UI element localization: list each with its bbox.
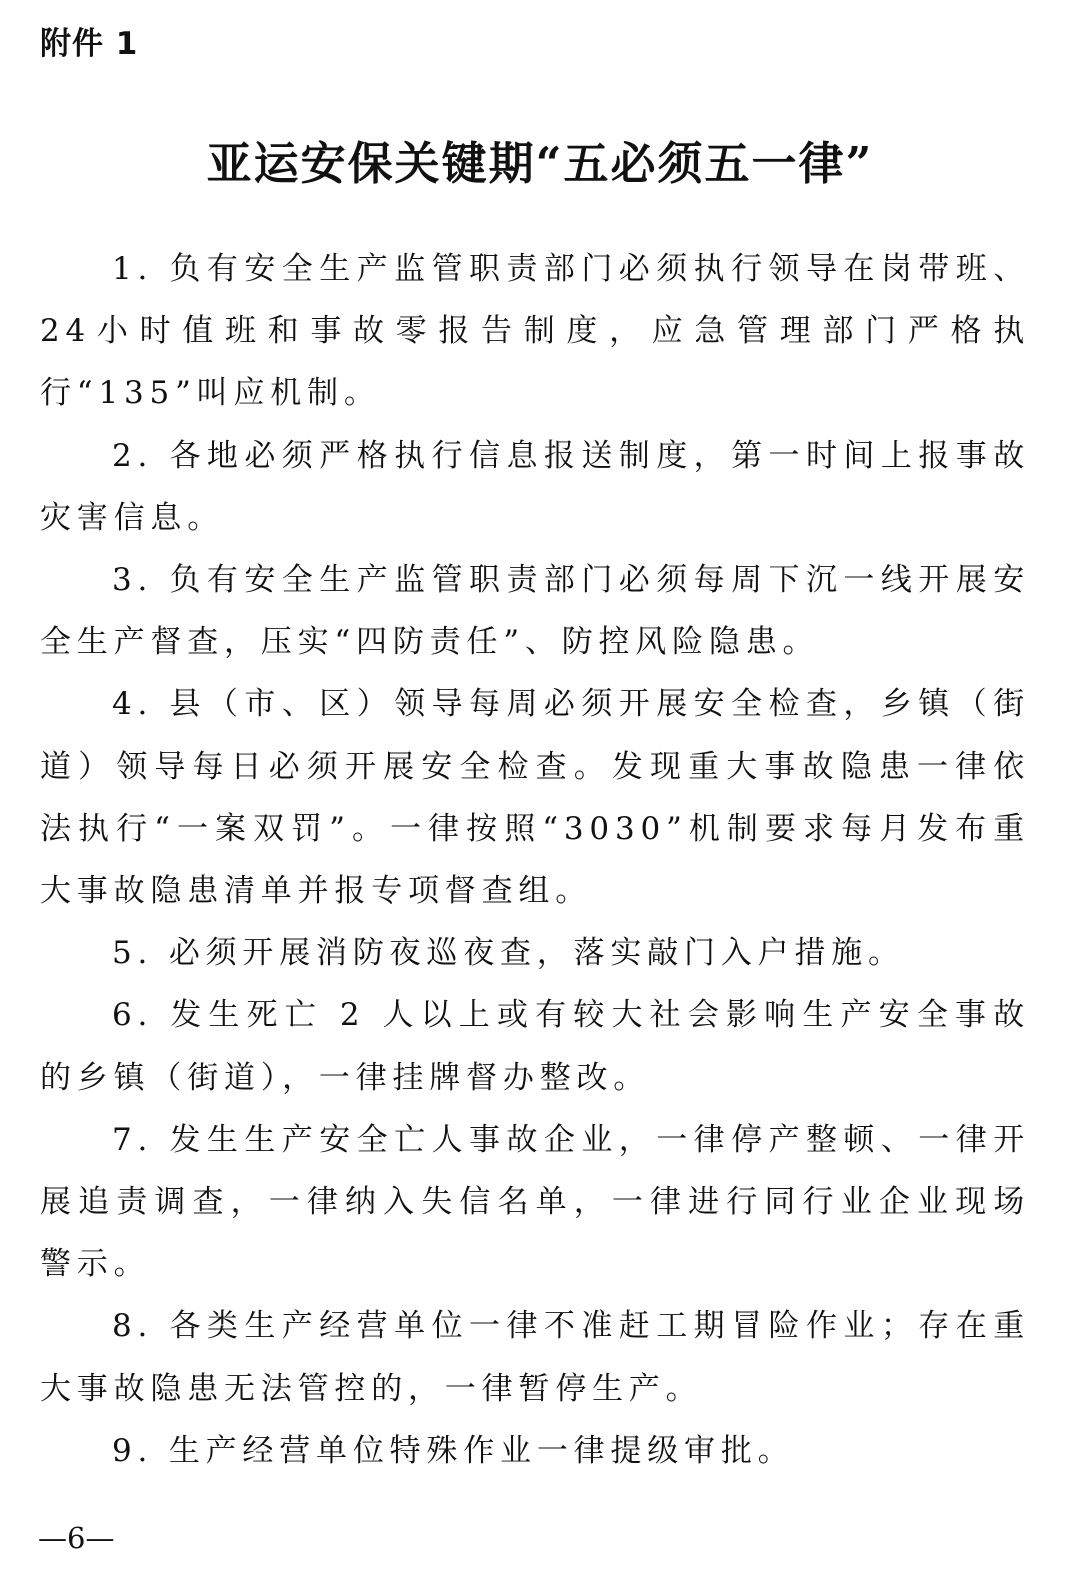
attachment-label: 附件 1 bbox=[40, 26, 139, 62]
paragraph-5: 5. 必须开展消防夜巡夜查，落实敲门入户措施。 bbox=[112, 935, 905, 972]
paragraph-7: 7. 发生生产安全亡人事故企业，一律停产整顿、一律开展追责调查，一律纳入失信名单，一律进行同行业企业现场警示。 bbox=[40, 1121, 1030, 1283]
page-number: —6— bbox=[38, 1521, 115, 1555]
paragraph-4: 4. 县（市、区）领导每周必须开展安全检查，乡镇（街道）领导每日必须开展安全检查。发现重大事故隐患一律依法执行“一案双罚”。一律按照“3030”机制要求每月发布重大事故隐患清单并报专项督查组。 bbox=[40, 686, 1030, 910]
paragraph-1: 1. 负有安全生产监管职责部门必须执行领导在岗带班、24小时值班和事故零报告制度，应急管理部门严格执行“135”叫应机制。 bbox=[40, 251, 1030, 412]
paragraph-2: 2. 各地必须严格执行信息报送制度，第一时间上报事故灾害信息。 bbox=[40, 437, 1030, 536]
paragraph-9: 9. 生产经营单位特殊作业一律提级审批。 bbox=[112, 1432, 795, 1469]
document-body bbox=[40, 238, 1030, 1482]
paragraph-8: 8. 各类生产经营单位一律不准赶工期冒险作业；存在重大事故隐患无法管控的，一律暂停生产。 bbox=[40, 1308, 1030, 1407]
document-title: 亚运安保关键期“五必须五一律” bbox=[206, 137, 874, 190]
paragraph-3: 3. 负有安全生产监管职责部门必须每周下沉一线开展安全生产督查，压实“四防责任”、防控风险隐患。 bbox=[40, 562, 1030, 661]
paragraph-6: 6. 发生死亡 2 人以上或有较大社会影响生产安全事故的乡镇（街道），一律挂牌督办整改。 bbox=[40, 997, 1030, 1096]
